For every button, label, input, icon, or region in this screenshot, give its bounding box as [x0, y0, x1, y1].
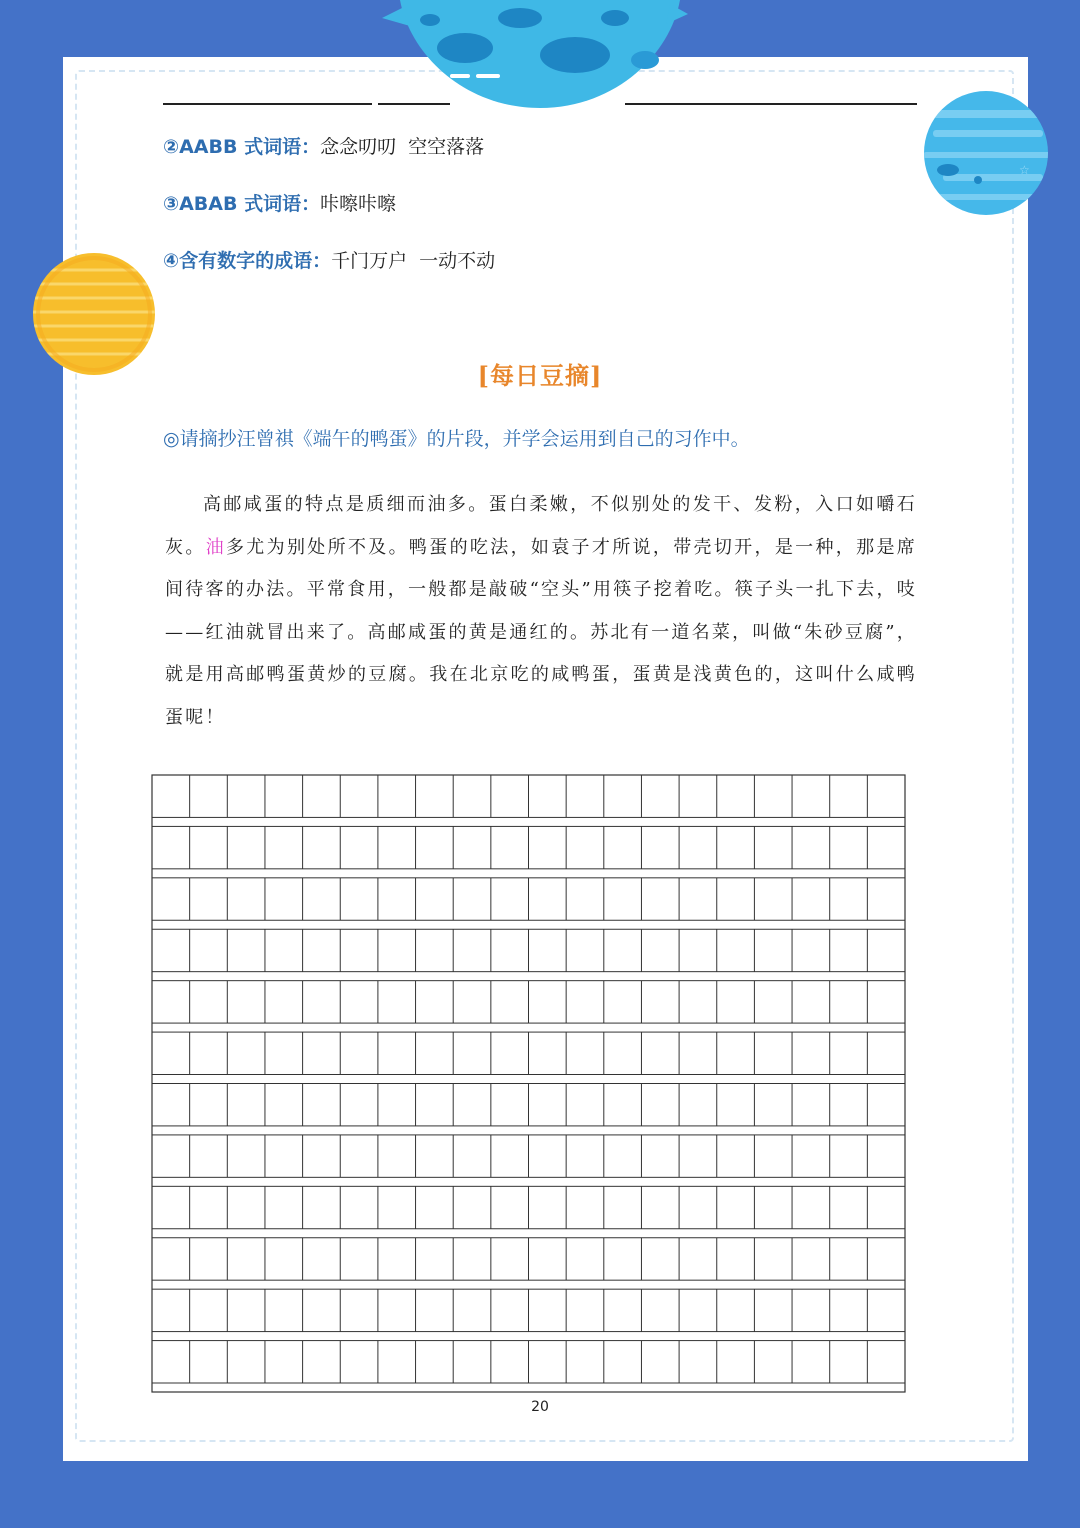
grid-row — [152, 1032, 905, 1074]
vocab-value: 千门万户 一动不动 — [331, 250, 496, 272]
page-number: 20 — [531, 1399, 549, 1415]
grid-row — [152, 1289, 905, 1331]
svg-text:☆: ☆ — [1019, 163, 1030, 177]
passage-before: 高邮咸蛋的特点是质细而油多。蛋白柔嫩，不似别处的发干、发粉，入口如嚼石灰。 — [165, 494, 917, 558]
passage-after: 多尤为别处所不及。鸭蛋的吃法，如袁子才所说，带壳切开，是一种，那是席间待客的办法。平常食用，一般都是敲破“空头”用筷子挖着吃。筷子头一扎下去，吱——红油就冒出来了。高邮咸蛋的黄是通红的。苏北有一道名菜，叫做“朱砂豆腐”，就是用高邮鸭蛋黄炒的豆腐。我在北京吃的咸鸭蛋，蛋黄是浅黄色的，这叫什么咸鸭蛋呢！ — [165, 536, 917, 728]
grid-row — [152, 826, 905, 868]
grid-row — [152, 929, 905, 971]
vocab-label: ③ABAB 式词语： — [163, 193, 321, 215]
instruction-text: ◎请摘抄汪曾祺《端午的鸭蛋》的片段，并学会运用到自己的习作中。 — [163, 428, 750, 450]
section-title: [每日豆摘] — [477, 361, 603, 390]
grid-row — [152, 1238, 905, 1280]
vocab-value: 念念叨叨 空空落落 — [320, 136, 485, 158]
passage-highlight: 油 — [205, 536, 226, 558]
grid-row — [152, 1084, 905, 1126]
vocab-value: 咔嚓咔嚓 — [320, 193, 397, 215]
grid-row — [152, 981, 905, 1023]
grid-row — [152, 775, 905, 817]
grid-row — [152, 1341, 905, 1383]
grid-row — [152, 1186, 905, 1228]
grid-row — [152, 878, 905, 920]
vocab-label: ②AABB 式词语： — [163, 136, 321, 158]
grid-row — [152, 1135, 905, 1177]
vocab-label: ④含有数字的成语： — [163, 250, 332, 272]
